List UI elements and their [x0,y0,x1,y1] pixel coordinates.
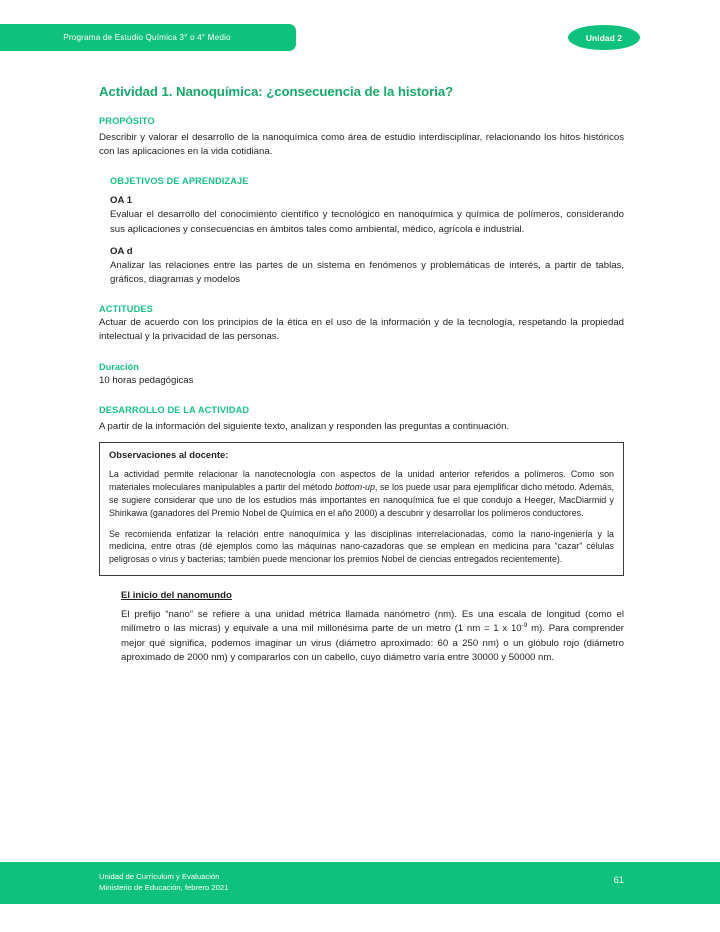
footer-line-2: Ministerio de Educación, febrero 2021 [99,882,229,892]
page-footer [0,862,720,904]
oa-1-label: OA 1 [110,195,133,207]
oa-1-text: Evaluar el desarrollo del conocimiento científico y tecnológico en nanoquímica y química de polímeros, considerando sus aplicaciones y consecuencias en ámbitos tales como ambiental, médico, agrícola e industrial. [110,209,624,235]
teacher-note-box [99,442,624,576]
teacher-note-paragraph-2: Se recomienda enfatizar la relación entre nanoquímica y las disciplinas interrelacionadas, como la nano-ingeniería y la medicina, entre otras (dé ejemplos como las máquinas nano-cazadoras que se emplean en medicina para “cazar” células peligrosas o virus y bacterias; también puede mencionar los premios Nobel de ciencias entregados recientemente). [109,528,614,565]
oa-d-text: Analizar las relaciones entre las partes de un sistema en fenómenos y problemáticas de interés, a partir de tablas, gráficos, diagramas y modelos [110,259,624,285]
teacher-note-paragraph-1 [109,468,614,520]
actitudes-text: Actuar de acuerdo con los principios de la ética en el uso de la información y de la tecnología, respetando la propiedad intelectual y la privacidad de las personas. [99,317,624,343]
objetivos-section [99,176,624,287]
note-p1-part1: La actividad permite relacionar la nanotecnología con aspectos de la unidad anterior referidos a polímeros. Como son materiales moleculares manipulables a partir del método [109,468,614,492]
unit-badge [568,25,640,50]
proposito-heading: PROPÓSITO [99,116,155,126]
oa-d-label: OA d [110,245,133,257]
unit-badge-label: Unidad 2 [585,32,623,43]
page-content [0,70,720,862]
duracion-section [99,362,624,388]
program-banner [0,24,296,51]
nanomundo-text-part1: El prefijo “nano” se refiere a una unidad métrica llamada nanómetro (nm). Es una escala de longitud (como el milímetro o las micras) y equivale a una mil millonésima parte de un metro (1 nm = 1 x 10 [121,609,624,635]
duracion-text: 10 horas pedagógicas [99,374,194,386]
footer-line-1: Unidad de Currículum y Evaluación [99,872,220,881]
note-p1-italic-term: bottom-up [334,481,375,492]
oa-item-1 [110,195,624,287]
desarrollo-heading: DESARROLLO DE LA ACTIVIDAD [99,404,250,415]
nanomundo-text-part2: m). Para comprender mejor qué significa, podemos imaginar un virus (diámetro aproximado: 60 a 250 nm) o un glóbulo rojo (diámetro aproximado de 2000 nm) y compararlos con un cabello, cuyo diámetro varía entre 30000 y 50000 nm. [121,623,624,663]
objetivos-heading: OBJETIVOS DE APRENDIZAJE [110,176,249,187]
proposito-text: Describir y valorar el desarrollo de la nanoquímica como área de estudio interdisciplinar, relacionando los hitos históricos con las aplicaciones en la vida cotidiana. [99,132,624,158]
nanomundo-title: El inicio del nanomundo [121,590,232,602]
nanomundo-section [121,590,624,665]
nanomundo-exponent: -9 [521,622,528,630]
desarrollo-section [99,405,624,434]
footer-credits [99,872,228,894]
page-header [0,0,720,70]
actitudes-heading: ACTITUDES [99,304,153,315]
duracion-heading: Duración [99,361,139,372]
teacher-note-title: Observaciones al docente: [109,448,229,460]
page-title: Actividad 1. Nanoquímica: ¿consecuencia de la historia? [99,84,454,99]
page-number: 61 [613,874,624,885]
nanomundo-text [121,608,624,665]
desarrollo-intro: A partir de la información del siguiente texto, analizan y responden las preguntas a continuación. [99,420,510,432]
actitudes-section [99,304,624,344]
proposito-section [99,116,624,159]
program-banner-label: Programa de Estudio Química 3° o 4° Medio [63,33,231,42]
note-p1-part2: , se los puede usar para ejemplificar dicho método. Además, se sugiere considerar que uno de los estudios más importantes en nanoquímica fue el que condujo a Heeger, MacDiarmid y Shirikawa (ganadores del Premio Nobel de Química en el año 2000) a descubrir y desarrollar los polímeros conductores. [109,481,614,518]
